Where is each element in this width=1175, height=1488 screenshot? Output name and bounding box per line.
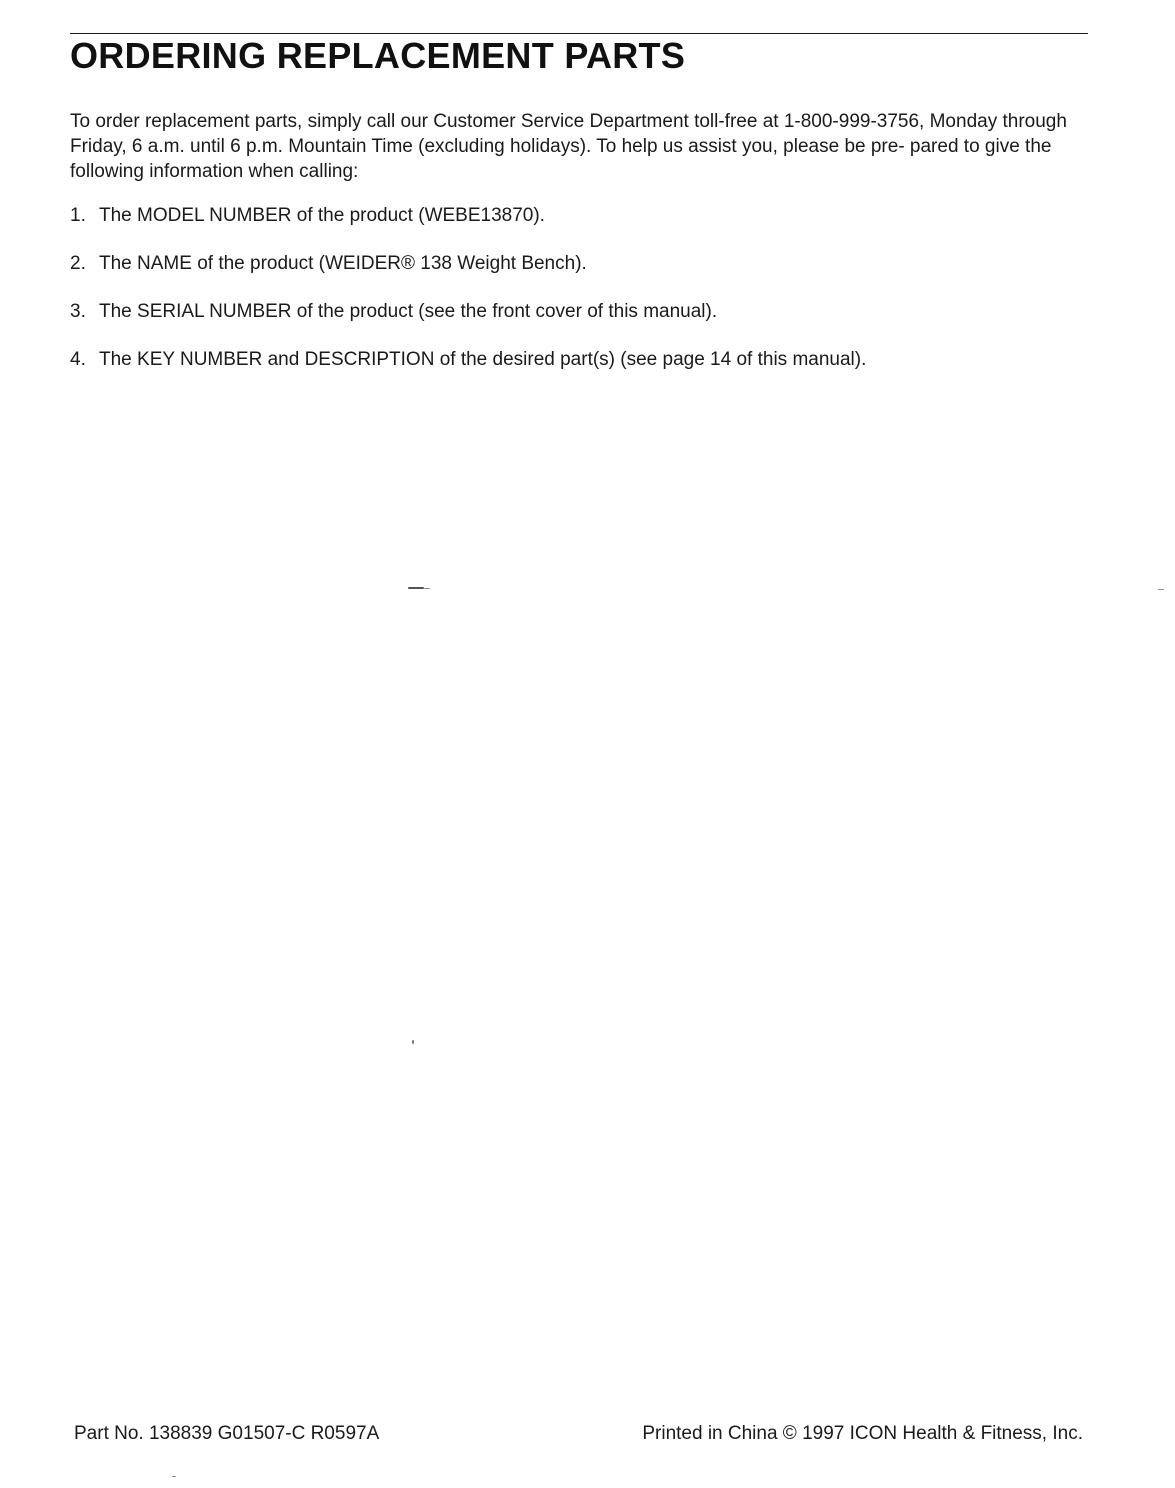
list-item: [70, 299, 1070, 347]
list-item-number: 4.: [70, 349, 86, 370]
page-title: ORDERING REPLACEMENT PARTS: [70, 35, 686, 76]
info-list: [70, 203, 1070, 395]
list-item: [70, 203, 1070, 251]
list-item-number: 3.: [70, 301, 86, 322]
list-item-text: The NAME of the product (WEIDER® 138 Weight Bench).: [99, 253, 587, 274]
list-item-number: 1.: [70, 205, 86, 226]
top-rule: [70, 33, 1088, 34]
list-item-text: The SERIAL NUMBER of the product (see the front cover of this manual).: [99, 301, 718, 322]
scan-speck: [172, 1476, 176, 1477]
list-item-text: The MODEL NUMBER of the product (WEBE13870).: [99, 205, 545, 226]
scan-speck: [1158, 589, 1164, 590]
intro-paragraph: To order replacement parts, simply call our Customer Service Department toll-free at 1-800-999-3756, Monday through Friday, 6 a.m. until 6 p.m. Mountain Time (excluding holidays). To help us assist you, please be pre- pared to give the following information when calling:: [70, 111, 1067, 182]
scan-speck: [424, 588, 430, 589]
part-number: Part No. 138839 G01507-C R0597A: [74, 1423, 380, 1444]
list-item: [70, 347, 1070, 395]
list-item-number: 2.: [70, 253, 86, 274]
scan-speck: [408, 587, 424, 589]
list-item-text: The KEY NUMBER and DESCRIPTION of the desired part(s) (see page 14 of this manual).: [99, 349, 867, 370]
scan-speck: [412, 1040, 414, 1044]
list-item: [70, 251, 1070, 299]
printed-notice: Printed in China © 1997 ICON Health & Fitness, Inc.: [642, 1423, 1083, 1444]
